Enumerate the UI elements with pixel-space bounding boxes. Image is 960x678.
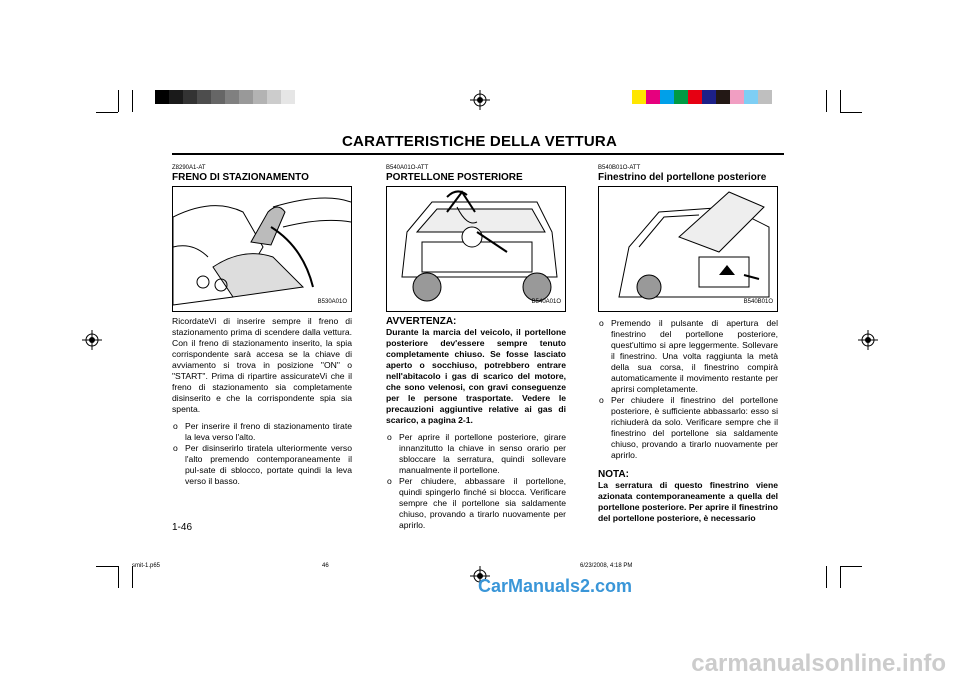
page-number: 1-46 <box>172 522 193 533</box>
watermark-bottom: carmanualsonline.info <box>691 650 946 677</box>
color-swatch <box>688 90 702 104</box>
title-rule <box>172 153 784 155</box>
figure-label: B530A01O <box>317 299 347 305</box>
list-item: o Premendo il pulsante di apertura del finestrino del portellone posteriore, quest'ultimo si apre leggermente. Sollevare il finestrino. Una volta raggiunta la metà della sua corsa, il finestrino compirà automaticamente il movimento restante per aprirsi completamente. <box>598 318 778 395</box>
registration-mark-left <box>82 330 102 350</box>
tailgate-window-figure <box>598 186 778 312</box>
gray-swatch <box>281 90 295 104</box>
parking-brake-illustration <box>173 187 351 311</box>
section-heading: FRENO DI STAZIONAMENTO <box>172 172 309 183</box>
color-swatch <box>674 90 688 104</box>
list-item: o Per chiudere il finestrino del portellone posteriore, è sufficiente abbassarlo: esso si richiuderà da solo. Verificare sempre che il finestrino del portellone sia saldamente chiuso, provando a tirarlo nuovamente per aprirlo. <box>598 395 778 461</box>
section-heading: Finestrino del portellone posteriore <box>598 172 767 183</box>
color-swatch <box>702 90 716 104</box>
gray-swatch <box>197 90 211 104</box>
column-tailgate <box>386 165 566 531</box>
parking-brake-figure <box>172 186 352 312</box>
list-item: o Per disinserirlo tiratela ulteriormente verso l'alto premendo contemporaneamente il pul-sate di sblocco, portate quindi la leva verso il basso. <box>172 443 352 487</box>
section-code: B540A01O-ATT <box>386 165 429 171</box>
tailgate-illustration <box>387 187 565 311</box>
gray-swatch <box>239 90 253 104</box>
gray-swatch <box>155 90 169 104</box>
warning-title: AVVERTENZA: <box>386 316 457 327</box>
color-swatch <box>730 90 744 104</box>
page-title: CARATTERISTICHE DELLA VETTURA <box>342 133 617 150</box>
watermark-site[interactable]: CarManuals2.com <box>478 576 633 596</box>
column-tailgate-window <box>598 165 778 524</box>
list-item: o Per inserire il freno di stazionamento tirate la leva verso l'alto. <box>172 421 352 443</box>
gray-swatch <box>169 90 183 104</box>
gray-swatch <box>211 90 225 104</box>
gray-swatch <box>183 90 197 104</box>
color-swatch <box>660 90 674 104</box>
warning-text: Durante la marcia del veicolo, il portellone posteriore dev'essere sempre tenuto completamente chiuso. Se fosse lasciato aperto o socchiuso, potrebbero entrare nell'abitacolo i gas di scarico del motore, che sono velenosi, con gravi conseguenze per le persone trasportate. Vedere le precauzioni aggiuntive relative ai gas di scarico, a pagina 2-1. <box>386 327 566 425</box>
tailgate-window-illustration <box>599 187 777 311</box>
instruction-list <box>172 421 352 487</box>
registration-mark-top <box>470 90 490 110</box>
list-item: o Per aprire il portellone posteriore, girare innanzitutto la chiave in senso orario per sbloccare la serratura, quindi sollevare manualmente il portellone. <box>386 432 566 476</box>
figure-label: B540A01O <box>531 299 561 305</box>
registration-mark-right <box>858 330 878 350</box>
tailgate-figure <box>386 186 566 312</box>
color-swatch <box>758 90 772 104</box>
color-swatch <box>632 90 646 104</box>
note-text: La serratura di questo finestrino viene azionata contemporaneamente a quella del portellone posteriore. Per aprire il finestrino del portellone posteriore, è necessario <box>598 480 778 523</box>
footer-file: smit-1.p65 <box>132 563 161 569</box>
section-code: Z8290A1-AT <box>172 165 206 171</box>
color-swatch <box>716 90 730 104</box>
instruction-list <box>386 432 566 531</box>
gray-swatch <box>267 90 281 104</box>
color-swatch <box>744 90 758 104</box>
gray-swatch <box>253 90 267 104</box>
instruction-list <box>598 318 778 461</box>
gray-swatch <box>225 90 239 104</box>
section-code: B540B01O-ATT <box>598 165 641 171</box>
column-parking-brake <box>172 165 352 487</box>
list-item: o Per chiudere, abbassare il portellone, quindi spingerlo finché si blocca. Verificare sempre che il portellone sia saldamente chiuso, provando a tirarlo nuovamente per aprirlo. <box>386 476 566 531</box>
footer-timestamp: 6/23/2008, 4:18 PM <box>580 563 633 569</box>
color-swatch <box>646 90 660 104</box>
body-text: RicordateVi di inserire sempre il freno di stazionamento prima di scendere dalla vettura. Con il freno di stazionamento inserito, la spia corrispondente sarà accesa se la chiave di avviamento si trova in posizione "ON" o "START". Prima di ripartire assicurateVi che il freno di stazionamento sia completamente disinserito e che la corrispondente spia sia spenta. <box>172 316 352 414</box>
note-title: NOTA: <box>598 469 629 480</box>
figure-label: B540B01O <box>743 299 773 305</box>
section-heading: PORTELLONE POSTERIORE <box>386 172 523 183</box>
footer-sheet: 46 <box>322 563 329 569</box>
